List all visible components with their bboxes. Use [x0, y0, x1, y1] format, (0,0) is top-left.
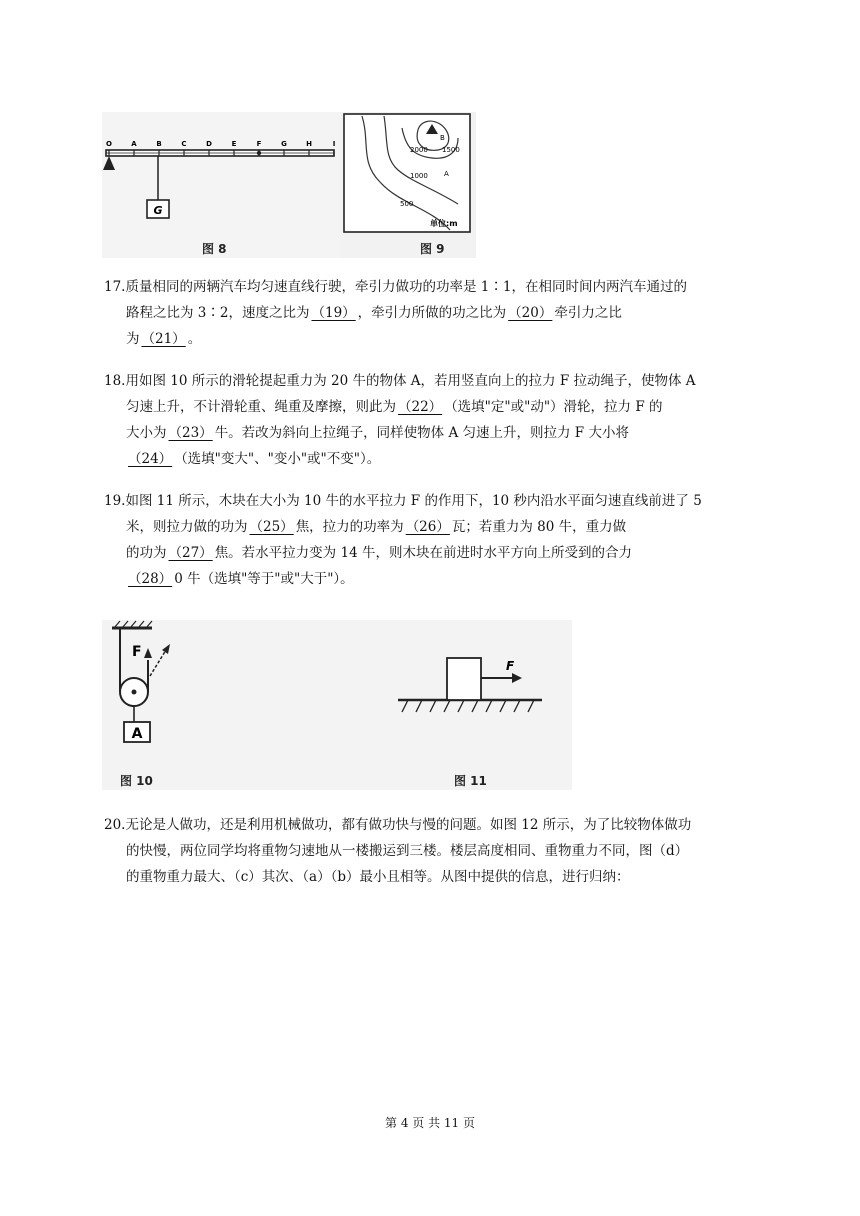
wooden-block [447, 658, 481, 700]
q20-line-2: 的快慢，两位同学均将重物匀速地从一楼搬运到三楼。楼层高度相同、重物重力不同，图（d） [126, 843, 689, 859]
map-unit-label: 单位:m [430, 219, 458, 228]
blank-27[interactable]: （27） [168, 545, 213, 561]
blank-22[interactable]: （22） [398, 399, 443, 415]
question-17 [104, 274, 758, 352]
blank-24[interactable]: （24） [128, 451, 173, 467]
page-footer: 第 4 页 共 11 页 [385, 1116, 475, 1130]
blank-28[interactable]: （28） [128, 571, 173, 587]
contour-label-b: B [440, 134, 445, 142]
horizontal-force-arrow-icon [512, 673, 522, 683]
figure-9-caption: 图 9 [420, 242, 445, 256]
q20-line-1: 20.无论是人做功，还是利用机械做功，都有做功快与慢的问题。如图 12 所示，为了比较物体做功 [104, 817, 692, 833]
lever-point-label: D [206, 140, 212, 148]
q19-line-2: 米，则拉力做的功为 （25） 焦，拉力的功率为 （26） 瓦；若重力为 80 牛，重力做 [104, 514, 758, 540]
contour-diagram [340, 112, 476, 258]
q18-line-2: 匀速上升，不计滑轮重、绳重及摩擦，则此为 （22） （选填"定"或"动"）滑轮，拉力 F 的 [104, 394, 758, 420]
lever-point-label: O [106, 140, 112, 148]
q17-line-3: 为 （21） 。 [104, 326, 758, 352]
figure-8-caption: 图 8 [202, 242, 227, 256]
lever-point-label: G [281, 140, 287, 148]
question-18 [104, 368, 758, 472]
lever-point-label: H [306, 140, 312, 148]
contour-label-1500: 1500 [442, 146, 460, 154]
figure-11-caption: 图 11 [454, 774, 487, 788]
question-19 [104, 488, 758, 592]
q18-line-1: 18.用如图 10 所示的滑轮提起重力为 20 牛的物体 A，若用竖直向上的拉力 F 拉动绳子，使物体 A [104, 373, 696, 389]
q19-line-3: 的功为 （27） 焦。若水平拉力变为 14 牛，则木块在前进时水平方向上所受到的合力 [104, 540, 758, 566]
q19-line-1: 19.如图 11 所示，木块在大小为 10 牛的水平拉力 F 的作用下，10 秒内沿水平面匀速直线前进了 5 [104, 493, 702, 509]
contour-label-2000: 2000 [410, 146, 428, 154]
figure-9-contour-map [340, 112, 476, 258]
lever-point-label: I [332, 140, 336, 148]
pulley-force-label: F [132, 644, 142, 660]
lever-point-label: E [231, 140, 237, 148]
blank-19[interactable]: （19） [311, 305, 356, 321]
lever-point-f-dot [257, 151, 261, 155]
contour-label-500: 500 [400, 200, 414, 208]
figure-10-11-panel [102, 620, 572, 790]
pulley-and-block-diagram [102, 620, 572, 790]
block-a-label: A [131, 726, 143, 742]
fulcrum-icon [103, 156, 115, 170]
q20-line-3: 的重物重力最大、（c）其次、（a）（b）最小且相等。从图中提供的信息，进行归纳： [126, 869, 630, 885]
q18-line-3: 大小为 （23） 牛。若改为斜向上拉绳子，同样使物体 A 匀速上升，则拉力 F 大小将 [104, 420, 758, 446]
q17-line-2: 路程之比为 3∶2，速度之比为 （19） ，牵引力所做的功之比为 （20） 牵引力之比 [104, 300, 758, 326]
q19-line-4: （28） 0 牛（选填"等于"或"大于"）。 [104, 566, 758, 592]
q18-line-4: （24） （选填"变大"、"变小"或"不变"）。 [104, 446, 758, 472]
block-force-label: F [506, 659, 515, 673]
lever-diagram [102, 112, 342, 258]
lever-point-label: B [156, 140, 162, 148]
lever-point-label: F [256, 140, 262, 148]
blank-26[interactable]: （26） [405, 519, 450, 535]
q17-line-1: 17.质量相同的两辆汽车均匀速直线行驶，牵引力做功的功率是 1∶1，在相同时间内两汽车通过的 [104, 279, 687, 295]
blank-25[interactable]: （25） [249, 519, 294, 535]
contour-label-1000: 1000 [410, 172, 428, 180]
blank-20[interactable]: （20） [508, 305, 553, 321]
figure-10-caption: 图 10 [120, 774, 153, 788]
lever-point-label: C [181, 140, 187, 148]
lever-point-label: A [131, 140, 137, 148]
question-20 [104, 812, 758, 890]
blank-21[interactable]: （21） [141, 331, 186, 347]
contour-label-a: A [444, 170, 449, 178]
figure-8-lever [102, 112, 342, 258]
blank-23[interactable]: （23） [168, 425, 213, 441]
force-up-arrow-icon [144, 648, 152, 658]
force-oblique-arrow-icon [162, 644, 170, 654]
weight-label: G [153, 204, 163, 217]
